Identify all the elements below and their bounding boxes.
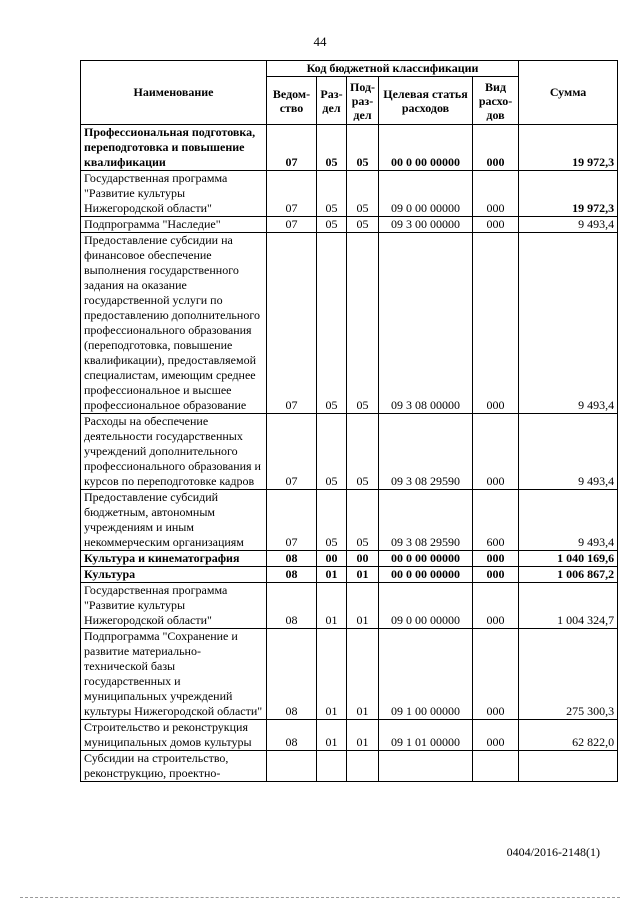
table-row (81, 567, 618, 583)
row-vid-cell: 000 (473, 720, 519, 751)
row-podrazdel-cell: 00 (347, 551, 379, 567)
row-vedomstvo-cell: 08 (267, 551, 317, 567)
row-razdel-cell: 01 (317, 567, 347, 583)
row-sum-cell: 1 006 867,2 (519, 567, 618, 583)
row-vid-cell: 000 (473, 583, 519, 629)
row-target-cell: 09 1 01 00000 (379, 720, 473, 751)
table-row (81, 233, 618, 414)
row-sum-cell: 9 493,4 (519, 414, 618, 490)
row-podrazdel-cell: 01 (347, 583, 379, 629)
row-sum-cell: 9 493,4 (519, 490, 618, 551)
row-sum-cell: 275 300,3 (519, 629, 618, 720)
row-podrazdel-cell: 05 (347, 125, 379, 171)
header-podrazdel: Под-раз-дел (347, 77, 379, 125)
row-sum-cell: 9 493,4 (519, 233, 618, 414)
row-vedomstvo-cell (267, 751, 317, 782)
row-podrazdel-cell: 01 (347, 567, 379, 583)
row-target-cell: 09 3 00 00000 (379, 217, 473, 233)
row-vedomstvo-cell: 07 (267, 233, 317, 414)
page-number: 44 (313, 34, 327, 49)
table-row (81, 171, 618, 217)
row-razdel-cell (317, 751, 347, 782)
row-vid-cell: 000 (473, 414, 519, 490)
row-podrazdel-cell: 05 (347, 414, 379, 490)
header-vedomstvo: Ведом-ство (267, 77, 317, 125)
row-name-cell: Подпрограмма "Сохранение и развитие материально-технической базы государственных и муниципальных учреждений культуры Нижегородской области" (81, 629, 267, 720)
row-razdel-cell: 01 (317, 720, 347, 751)
row-name-cell: Культура (81, 567, 267, 583)
row-razdel-cell: 05 (317, 125, 347, 171)
row-vedomstvo-cell: 08 (267, 583, 317, 629)
row-podrazdel-cell: 05 (347, 233, 379, 414)
row-target-cell: 09 3 08 29590 (379, 414, 473, 490)
row-sum-cell (519, 751, 618, 782)
row-podrazdel-cell: 05 (347, 217, 379, 233)
row-podrazdel-cell (347, 751, 379, 782)
header-name: Наименование (81, 61, 267, 125)
row-podrazdel-cell: 01 (347, 720, 379, 751)
row-sum-cell: 1 004 324,7 (519, 583, 618, 629)
row-vedomstvo-cell: 07 (267, 490, 317, 551)
table-row (81, 720, 618, 751)
table-header (81, 61, 618, 125)
row-razdel-cell: 05 (317, 233, 347, 414)
row-razdel-cell: 05 (317, 171, 347, 217)
row-name-cell: Субсидии на строительство, реконструкцию, проектно- (81, 751, 267, 782)
row-target-cell: 09 3 08 29590 (379, 490, 473, 551)
row-vid-cell: 000 (473, 551, 519, 567)
table-row (81, 583, 618, 629)
row-target-cell: 00 0 00 00000 (379, 125, 473, 171)
row-name-cell: Государственная программа "Развитие культуры Нижегородской области" (81, 583, 267, 629)
row-target-cell: 09 3 08 00000 (379, 233, 473, 414)
bottom-divider (20, 897, 620, 898)
header-razdel: Раз-дел (317, 77, 347, 125)
row-name-cell: Государственная программа "Развитие культуры Нижегородской области" (81, 171, 267, 217)
row-name-cell: Подпрограмма "Наследие" (81, 217, 267, 233)
row-vedomstvo-cell: 07 (267, 414, 317, 490)
row-name-cell: Предоставление субсидии на финансовое обеспечение выполнения государственного задания на оказание государственной услуги по предоставлению дополнительного профессионального образования (переподготовка, повышение квалификации), предоставляемой специалистам, имеющим среднее профессиональное и высшее профессиональное образование (81, 233, 267, 414)
row-sum-cell: 9 493,4 (519, 217, 618, 233)
row-vedomstvo-cell: 08 (267, 720, 317, 751)
row-name-cell: Культура и кинематография (81, 551, 267, 567)
table-body (81, 125, 618, 782)
row-name-cell: Расходы на обеспечение деятельности государственных учреждений дополнительного профессионального образования и курсов по переподготовке кадров (81, 414, 267, 490)
row-razdel-cell: 01 (317, 629, 347, 720)
table-row (81, 125, 618, 171)
row-sum-cell: 1 040 169,6 (519, 551, 618, 567)
row-sum-cell: 19 972,3 (519, 171, 618, 217)
row-name-cell: Профессиональная подготовка, переподготовка и повышение квалификации (81, 125, 267, 171)
row-razdel-cell: 00 (317, 551, 347, 567)
row-vedomstvo-cell: 07 (267, 171, 317, 217)
row-target-cell: 09 1 00 00000 (379, 629, 473, 720)
row-vid-cell: 000 (473, 629, 519, 720)
document-code: 0404/2016-2148(1) (506, 845, 600, 859)
table-row (81, 490, 618, 551)
row-podrazdel-cell: 05 (347, 490, 379, 551)
row-target-cell: 00 0 00 00000 (379, 567, 473, 583)
row-sum-cell: 62 822,0 (519, 720, 618, 751)
row-vid-cell: 000 (473, 233, 519, 414)
table-row (81, 629, 618, 720)
row-podrazdel-cell: 01 (347, 629, 379, 720)
header-code-group: Код бюджетной классификации (267, 61, 519, 77)
row-vedomstvo-cell: 07 (267, 217, 317, 233)
row-target-cell (379, 751, 473, 782)
row-name-cell: Строительство и реконструкция муниципальных домов культуры (81, 720, 267, 751)
row-vid-cell (473, 751, 519, 782)
row-razdel-cell: 01 (317, 583, 347, 629)
row-vid-cell: 600 (473, 490, 519, 551)
header-vid: Вид расхо-дов (473, 77, 519, 125)
row-vedomstvo-cell: 08 (267, 567, 317, 583)
row-vedomstvo-cell: 07 (267, 125, 317, 171)
table-row (81, 551, 618, 567)
row-razdel-cell: 05 (317, 414, 347, 490)
row-vid-cell: 000 (473, 217, 519, 233)
row-target-cell: 00 0 00 00000 (379, 551, 473, 567)
row-razdel-cell: 05 (317, 490, 347, 551)
row-name-cell: Предоставление субсидий бюджетным, автономным учреждениям и иным некоммерческим организациям (81, 490, 267, 551)
row-sum-cell: 19 972,3 (519, 125, 618, 171)
header-sum: Сумма (519, 61, 618, 125)
row-podrazdel-cell: 05 (347, 171, 379, 217)
row-razdel-cell: 05 (317, 217, 347, 233)
row-vid-cell: 000 (473, 171, 519, 217)
row-target-cell: 09 0 00 00000 (379, 171, 473, 217)
table-row (81, 414, 618, 490)
budget-table (80, 60, 618, 782)
table-row (81, 217, 618, 233)
row-vid-cell: 000 (473, 567, 519, 583)
row-vedomstvo-cell: 08 (267, 629, 317, 720)
row-vid-cell: 000 (473, 125, 519, 171)
table-row (81, 751, 618, 782)
row-target-cell: 09 0 00 00000 (379, 583, 473, 629)
header-target: Целевая статья расходов (379, 77, 473, 125)
